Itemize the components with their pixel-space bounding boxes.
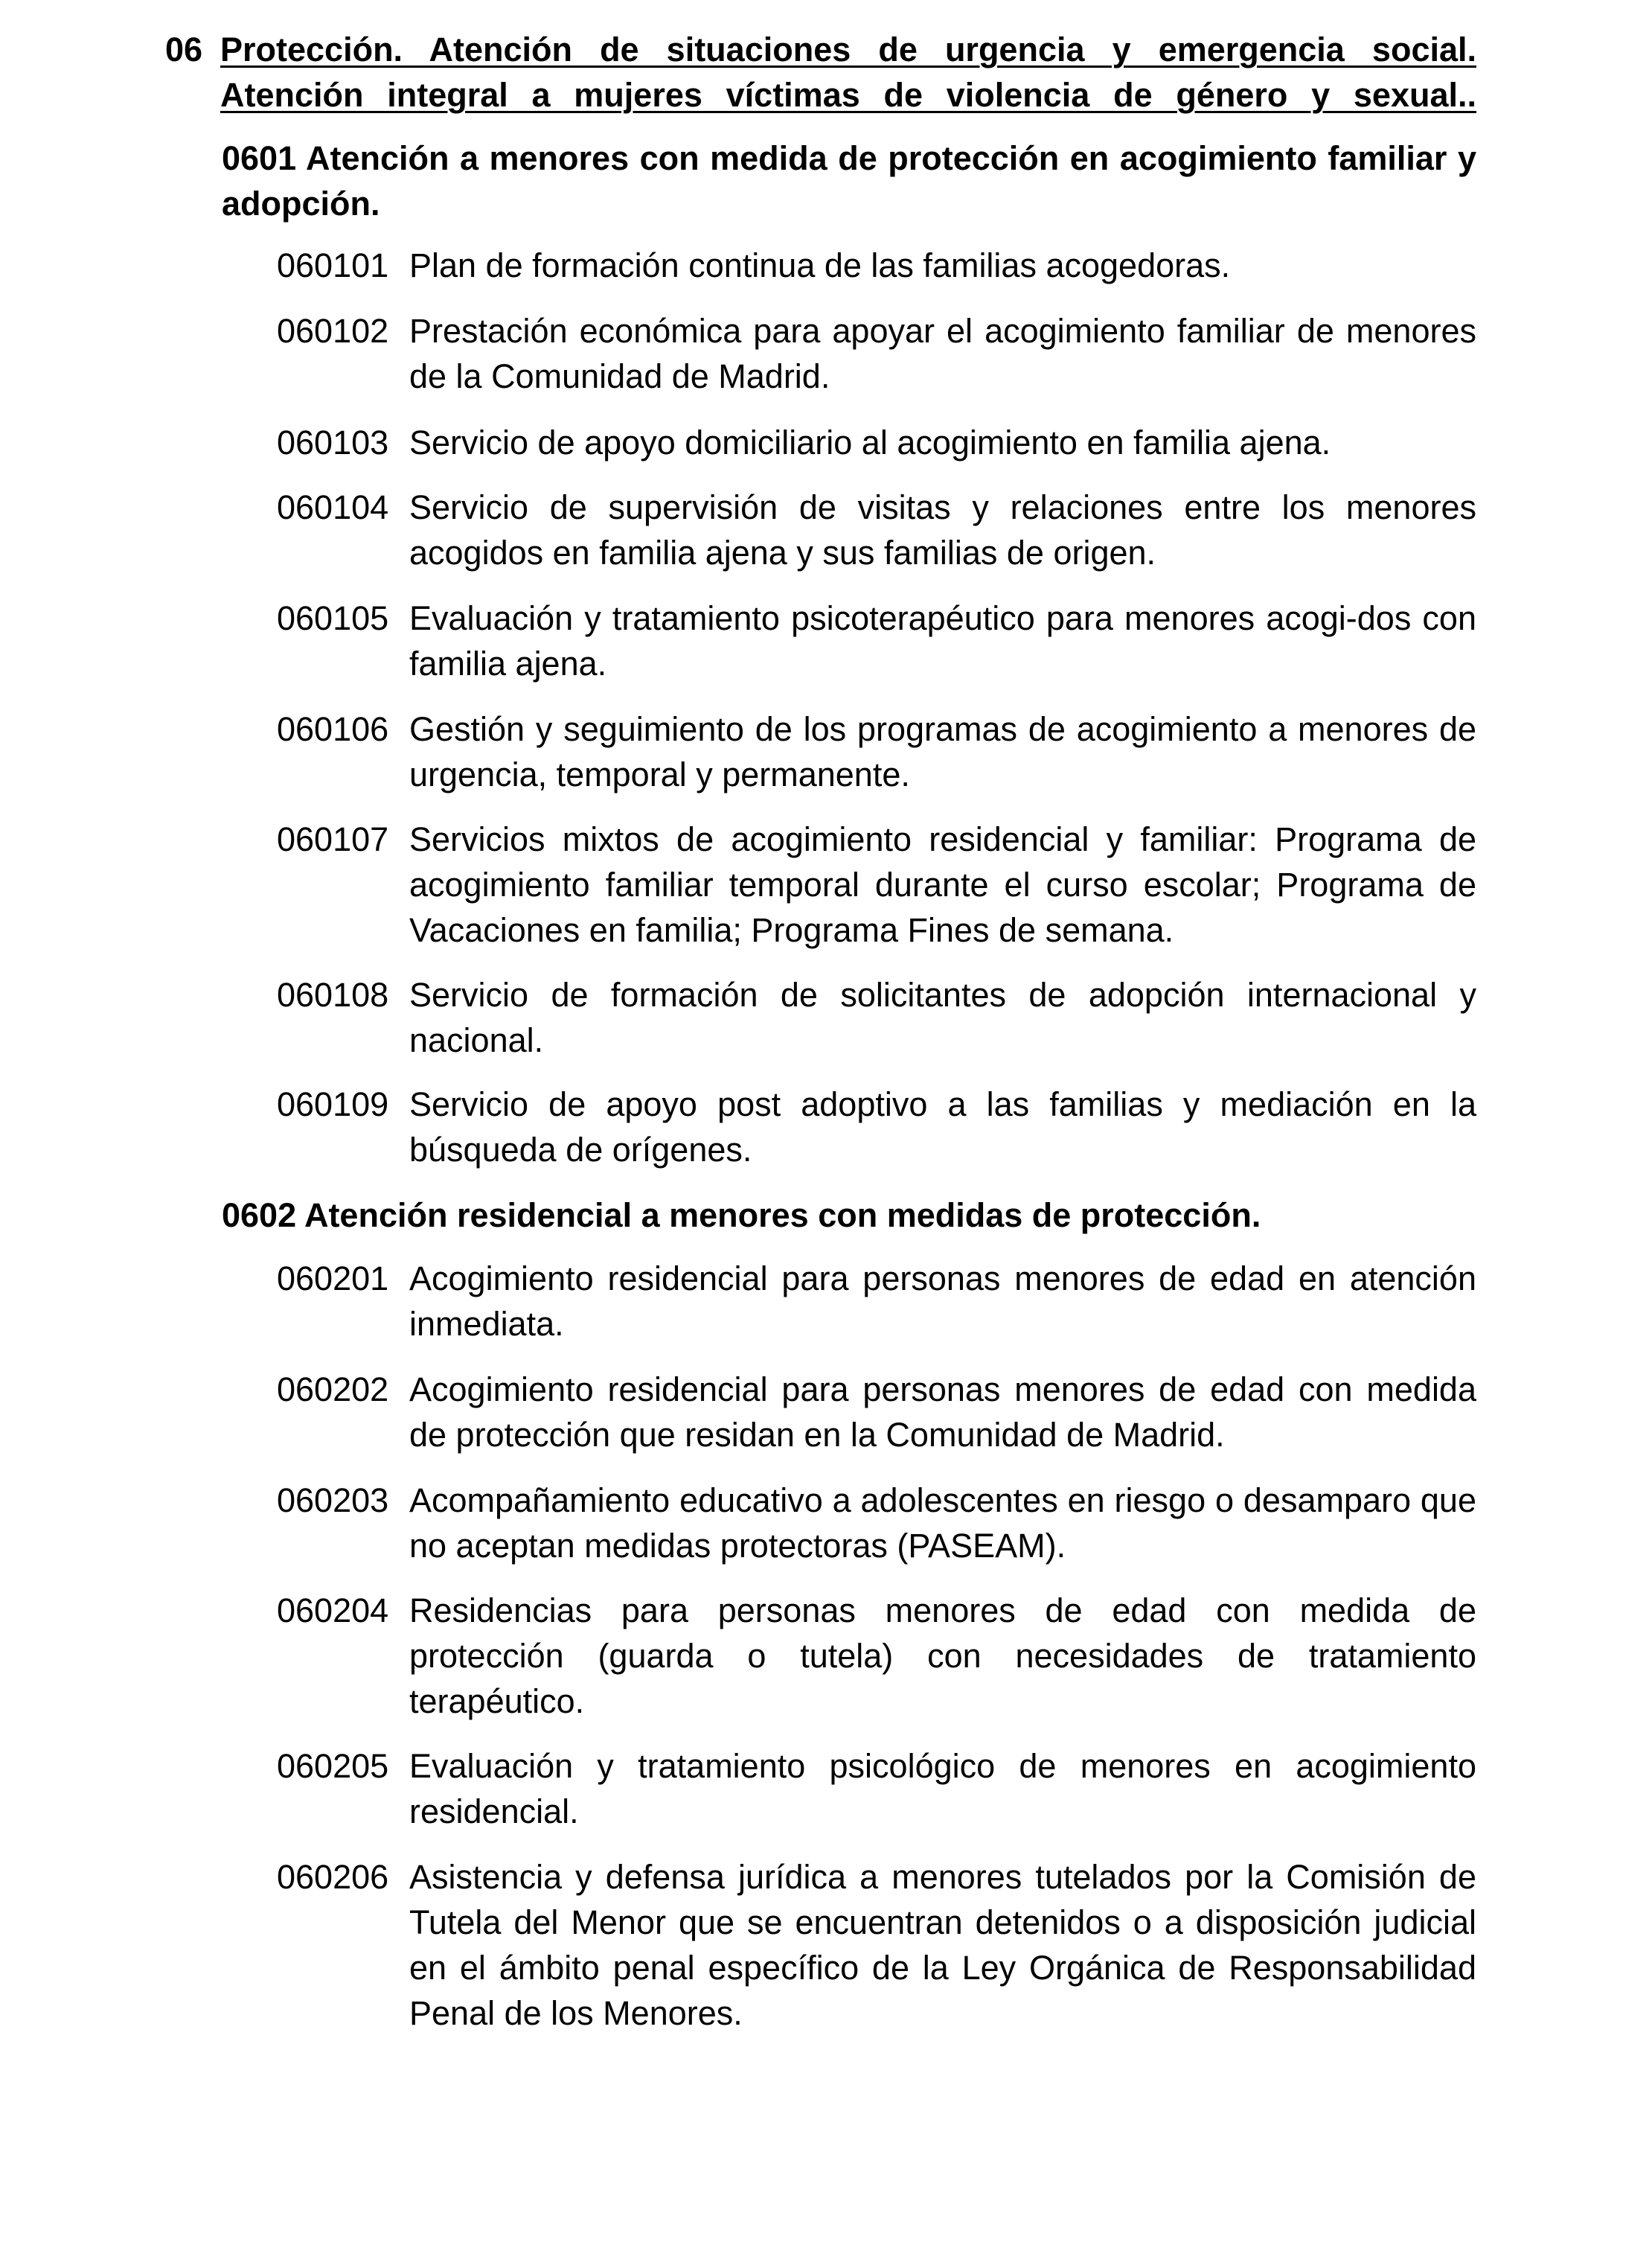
item-code: 060204 [277,1591,389,1629]
list-item [277,817,1476,953]
list-item [277,1743,1476,1834]
item-text: Servicio de formación de solicitantes de adopción internacional y nacional. [409,976,1476,1059]
item-text: Evaluación y tratamiento psicoterapéutico para menores acogi-dos con familia ajena. [409,599,1476,683]
item-code: 060203 [277,1481,389,1519]
subsection-heading-0602: 0602 Atención residencial a menores con medidas de protección. [222,1196,1261,1234]
item-code: 060106 [277,710,389,748]
item-code: 060201 [277,1259,389,1297]
list-item [277,1367,1476,1457]
item-text: Servicio de apoyo post adoptivo a las familias y mediación en la búsqueda de orígenes. [409,1085,1476,1169]
item-code: 060109 [277,1085,389,1123]
item-code: 060107 [277,820,389,858]
item-text: Residencias para personas menores de edad con medida de protección (guarda o tutela) con necesidades de tratamiento terapéutico. [409,1591,1476,1720]
list-item [277,1854,1476,2036]
item-text: Prestación económica para apoyar el acogimiento familiar de menores de la Comunidad de Madrid. [409,312,1476,395]
item-text: Acogimiento residencial para personas menores de edad con medida de protección que residan en la Comunidad de Madrid. [409,1370,1476,1454]
item-text: Asistencia y defensa jurídica a menores tutelados por la Comisión de Tutela del Menor que se encuentran detenidos o a disposición judicial en el ámbito penal específico de la Ley Orgánica de Responsabilidad Penal de los Menores. [409,1858,1476,2032]
item-text: Servicio de apoyo domiciliario al acogimiento en familia ajena. [409,424,1331,462]
list-item [277,420,1476,465]
item-code: 060104 [277,488,389,526]
list-item [277,308,1476,399]
item-text: Plan de formación continua de las familias acogedoras. [409,246,1231,284]
item-text: Servicio de supervisión de visitas y relaciones entre los menores acogidos en familia ajena y sus familias de origen. [409,488,1476,572]
item-text: Gestión y seguimiento de los programas de acogimiento a menores de urgencia, temporal y permanente. [409,710,1476,793]
item-code: 060102 [277,312,389,350]
item-text: Servicios mixtos de acogimiento residencial y familiar: Programa de acogimiento familiar temporal durante el curso escolar; Programa de Vacaciones en familia; Programa Fines de semana. [409,820,1476,949]
item-text: Acompañamiento educativo a adolescentes en riesgo o desamparo que no aceptan medidas protectoras (PASEAM). [409,1481,1476,1565]
item-code: 060108 [277,976,389,1014]
item-code: 060202 [277,1370,389,1408]
list-item [277,1588,1476,1724]
list-item [277,485,1476,575]
section-title: Protección. Atención de situaciones de urgencia y emergencia social. Atención integral a mujeres víctimas de violencia de género y sexual.. [220,31,1476,114]
list-item [277,595,1476,686]
section-heading [165,27,1476,118]
item-code: 060101 [277,246,389,284]
list-item [277,706,1476,797]
item-text: Acogimiento residencial para personas menores de edad en atención inmediata. [409,1259,1476,1343]
list-item [277,1082,1476,1172]
list-item [277,1256,1476,1347]
item-code: 060103 [277,424,389,462]
list-item [277,243,1476,288]
item-text: Evaluación y tratamiento psicológico de menores en acogimiento residencial. [409,1747,1476,1830]
item-code: 060206 [277,1858,389,1896]
subsection-heading-0601: 0601 Atención a menores con medida de protección en acogimiento familiar y adopción. [222,139,1476,223]
item-code: 060205 [277,1747,389,1785]
list-item [277,972,1476,1063]
section-number: 06 [165,31,203,68]
item-code: 060105 [277,599,389,637]
list-item [277,1478,1476,1568]
